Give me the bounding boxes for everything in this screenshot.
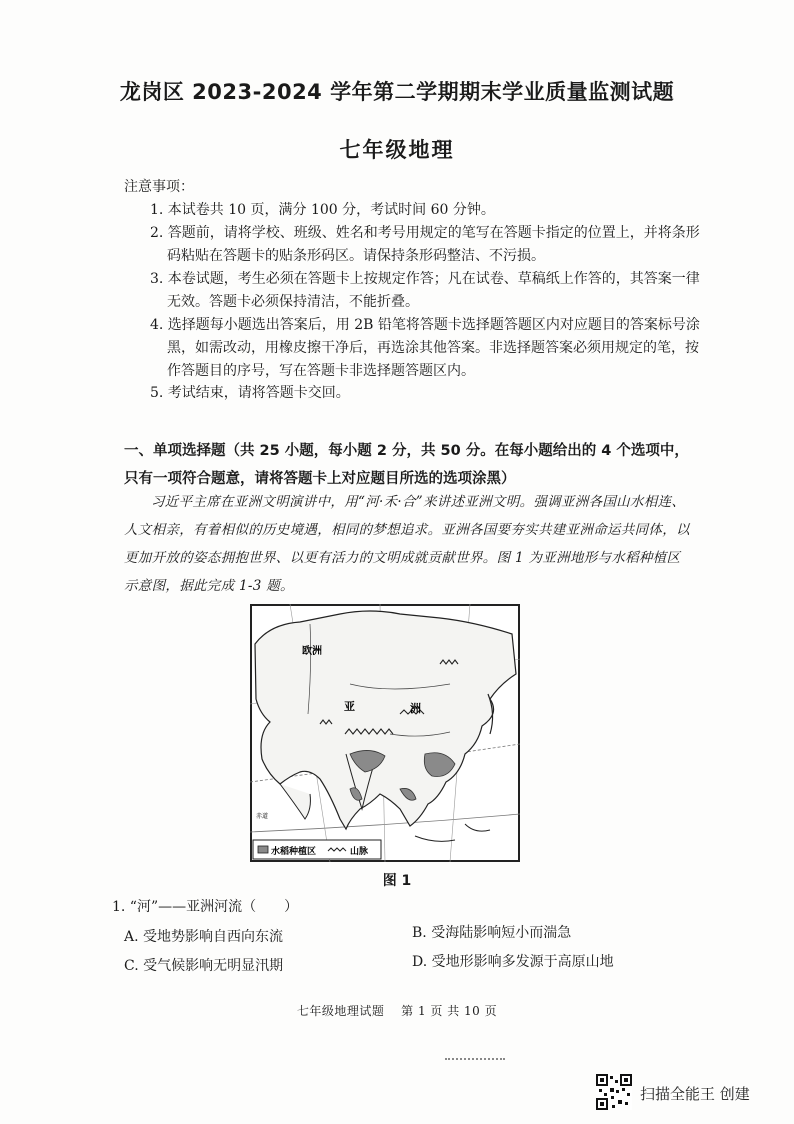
page-footer: 七年级地理试题 第 1 页 共 10 页	[296, 1004, 498, 1018]
label-asia-2: 洲	[410, 702, 421, 715]
label-asia-1: 亚	[344, 700, 355, 713]
asia-map-figure	[250, 604, 520, 862]
exam-title: 龙岗区 2023-2024 学年第二学期期末学业质量监测试题	[119, 80, 675, 104]
note-item: 3. 本卷试题，考生必须在答题卡上按规定作答；凡在试卷、草稿纸上作答的，其答案一律无效。答题卡必须保持清洁，不能折叠。	[150, 271, 700, 310]
asia-map	[250, 604, 520, 862]
note-item: 5. 考试结束，请将答题卡交回。	[150, 385, 350, 401]
question-1-option-c: C. 受气候影响无明显汛期	[124, 958, 284, 974]
label-equator: 赤道	[256, 813, 269, 820]
exam-subtitle: 七年级地理	[339, 138, 455, 162]
note-item: 4. 选择题每小题选出答案后，用 2B 铅笔将答题卡选择题答题区内对应题目的答案标号涂黑，如需改动，用橡皮擦干净后，再选涂其他答案。非选择题答案必须用规定的笔，按作答题目的序号，写在答题卡非选择题答题区内。	[150, 317, 700, 379]
notes-heading: 注意事项：	[124, 179, 194, 195]
question-1-option-b: B. 受海陆影响短小而湍急	[412, 925, 572, 941]
note-item: 2. 答题前，请将学校、班级、姓名和考号用规定的笔写在答题卡指定的位置上，并将条形码粘贴在答题卡的贴条形码区。请保持条形码整洁、不污损。	[150, 225, 700, 264]
question-1-stem: 1. “河”——亚洲河流（ ）	[112, 899, 299, 915]
figure-caption: 图 1	[382, 873, 412, 889]
section-intro: 习近平主席在亚洲文明演讲中，用“河·禾·合”来讲述亚洲文明。强调亚洲各国山水相连、人文相亲，有着相似的历史境遇，相同的梦想追求。亚洲各国要夯实共建亚洲命运共同体，以更加开放的姿态拥抱世界、以更有活力的文明成就贡献世界。图 1 为亚洲地形与水稻种植区示意图，据此完成 1-3 题。	[124, 494, 690, 594]
question-1-option-d: D. 受地形影响多发源于高原山地	[412, 954, 614, 970]
rice-legend-swatch	[258, 846, 268, 853]
legend-rice-label: 水稻种植区	[271, 847, 317, 857]
legend-mountain-label: 山脉	[350, 847, 369, 857]
scan-artifact-divider	[445, 1058, 505, 1062]
note-item: 1. 本试卷共 10 页，满分 100 分，考试时间 60 分钟。	[150, 202, 495, 218]
scanner-watermark: 扫描全能王 创建	[640, 1085, 750, 1103]
label-europe: 欧洲	[302, 646, 322, 657]
section-heading: 一、单项选择题（共 25 小题，每小题 2 分，共 50 分。在每小题给出的 4 个选项中，只有一项符合题意，请将答题卡上对应题目所选的选项涂黑）	[124, 443, 689, 487]
question-1-option-a: A. 受地势影响自西向东流	[124, 929, 284, 945]
qr-code-icon	[596, 1074, 632, 1110]
